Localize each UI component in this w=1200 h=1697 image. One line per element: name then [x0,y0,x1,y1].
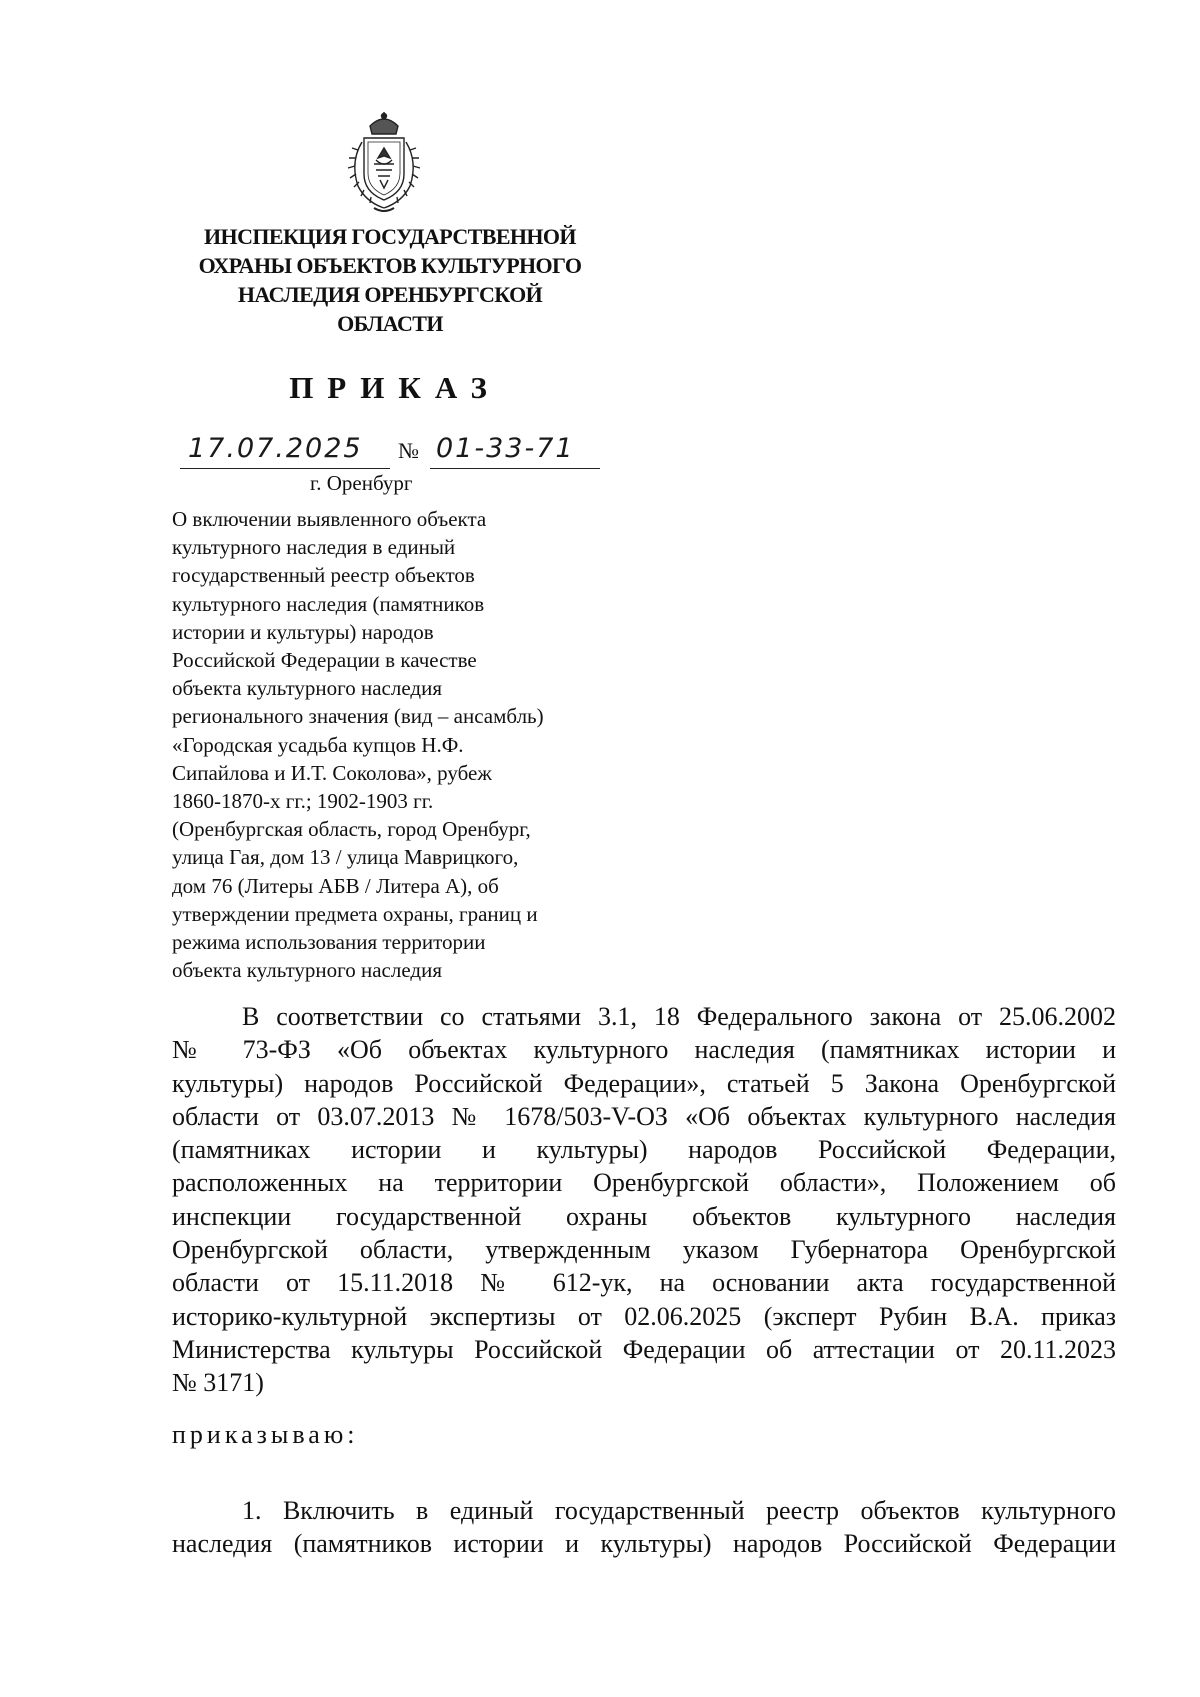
body-line: культуры) народов Российской Федерации», статьей 5 Закона Оренбургской [172,1068,1116,1098]
subject-line: истории и культуры) народов [172,619,434,644]
order-point-1 [172,1494,1116,1561]
point-line: наследия (памятников истории и культуры) народов Российской Федерации [172,1529,1116,1559]
handwritten-number: 01-33-71 [436,433,575,464]
body-line: № 73-ФЗ «Об объектах культурного наследия (памятниках истории и [172,1035,1116,1065]
body-line: Оренбургской области, утвержденным указом Губернатора Оренбургской [172,1235,1116,1265]
subject-line: «Городская усадьба купцов Н.Ф. [172,732,464,757]
authority-line: ОБЛАСТИ [337,311,443,336]
coat-of-arms-icon [340,112,428,216]
subject-line: государственный реестр объектов [172,563,475,588]
authority-line: ОХРАНЫ ОБЪЕКТОВ КУЛЬТУРНОГО [198,253,582,278]
preamble-paragraph [172,1000,1116,1400]
subject-line: культурного наследия в единый [172,535,456,560]
number-sign: № [398,438,419,463]
body-line: Министерства культуры Российской Федерации об аттестации от 20.11.2023 [172,1334,1116,1364]
point-line: 1. Включить в единый государственный реестр объектов культурного [242,1496,1116,1525]
authority-line: НАСЛЕДИЯ ОРЕНБУРГСКОЙ [237,282,543,307]
body-line: № 3171) [172,1368,264,1398]
body-line: области от 15.11.2018 № 612-ук, на основании акта государственной [172,1268,1116,1298]
issue-city: г. Оренбург [310,471,413,495]
subject-line: объекта культурного наследия [172,676,442,701]
handwritten-date: 17.07.2025 [188,433,363,464]
body-line: инспекции государственной охраны объектов культурного наследия [172,1201,1116,1231]
authority-line: ИНСПЕКЦИЯ ГОСУДАРСТВЕННОЙ [204,224,576,249]
subject-line: культурного наследия (памятников [172,591,485,616]
body-line: расположенных на территории Оренбургской области», Положением об [172,1168,1116,1198]
subject-line: Российской Федерации в качестве [172,648,477,673]
date-number-line [180,430,600,470]
date-field [180,430,390,469]
body-line: (памятниках истории и культуры) народов Российской Федерации, [172,1135,1116,1165]
subject-line: (Оренбургская область, город Оренбург, [172,817,531,842]
body-line: историко-культурной экспертизы от 02.06.2025 (эксперт Рубин В.А. приказ [172,1301,1116,1331]
subject-line: утверждении предмета охраны, границ и [172,901,538,926]
subject-line: улица Гая, дом 13 / улица Маврицкого, [172,845,519,870]
subject-line: регионального значения (вид – ансамбль) [172,704,544,729]
number-field [430,430,600,469]
subject-line: О включении выявленного объекта [172,507,487,531]
order-word: приказываю: [172,1420,359,1449]
body-line: В соответствии со статьями 3.1, 18 Федерального закона от 25.06.2002 [242,1002,1116,1031]
subject-line: режима использования территории [172,930,486,955]
subject-line: 1860-1870-х гг.; 1902-1903 гг. [172,789,434,814]
document-type-title: ПРИКАЗ [289,370,501,405]
subject-line: дом 76 (Литеры АБВ / Литера А), об [172,873,499,898]
issuing-authority [160,222,620,338]
document-subject [172,505,612,984]
subject-line: объекта культурного наследия [172,958,442,983]
subject-line: Сипайлова и И.Т. Соколова», рубеж [172,760,492,785]
body-line: области от 03.07.2013 № 1678/503-V-ОЗ «Об объектах культурного наследия [172,1101,1116,1131]
